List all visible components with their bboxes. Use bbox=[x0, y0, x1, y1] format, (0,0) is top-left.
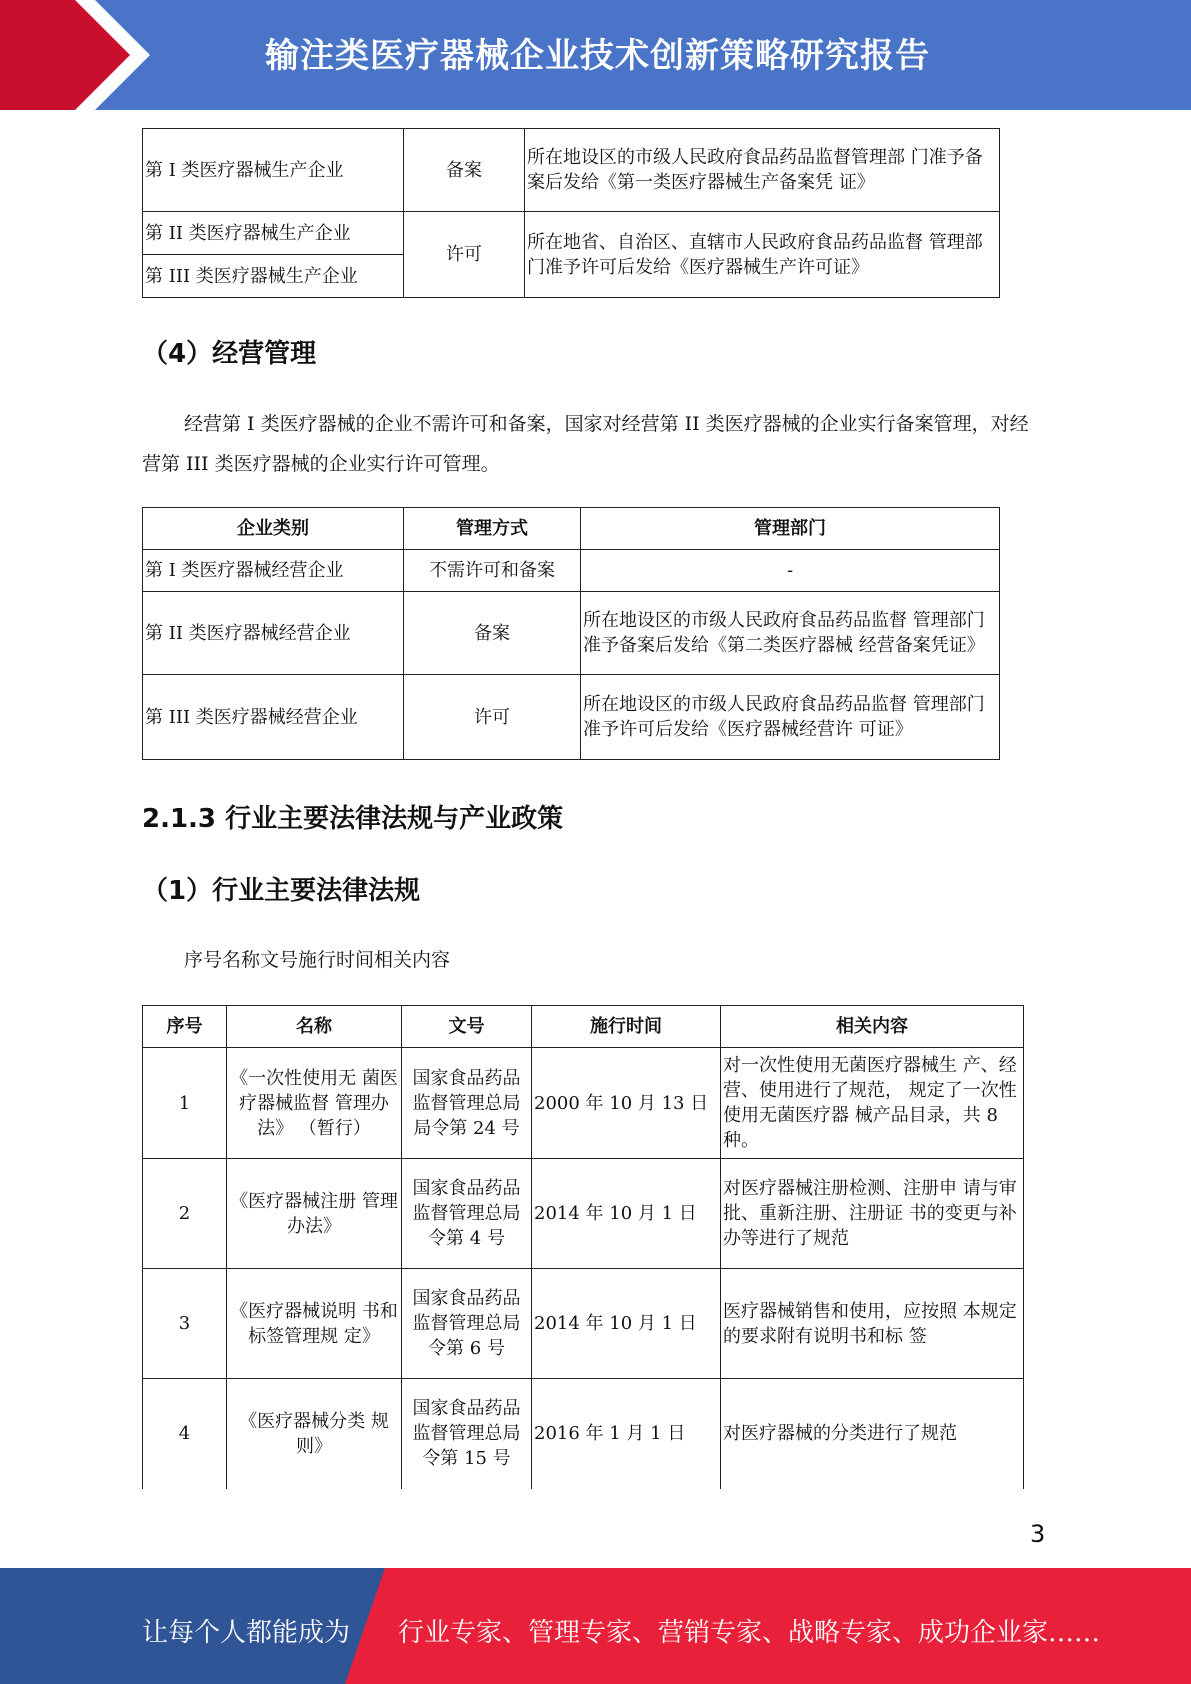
laws-intro-paragraph: 序号名称文号施行时间相关内容 bbox=[184, 949, 451, 971]
content-cell: 对一次性使用无菌医疗器械生 产、经营、使用进行了规范， 规定了一次性使用无菌医疗器 械产品目录，共 8 种。 bbox=[721, 1048, 1024, 1159]
table-header-row bbox=[143, 508, 1000, 550]
doc-number-cell: 国家食品药品监督管理总局令第 15 号 bbox=[402, 1379, 532, 1489]
content-cell: 对医疗器械注册检测、注册申 请与审批、重新注册、注册证 书的变更与补办等进行了规范 bbox=[721, 1159, 1024, 1269]
method-cell: 备案 bbox=[404, 592, 581, 675]
column-header: 序号 bbox=[143, 1006, 227, 1048]
category-cell: 第 I 类医疗器械经营企业 bbox=[143, 550, 404, 592]
content-cell: 医疗器械销售和使用，应按照 本规定的要求附有说明书和标 签 bbox=[721, 1269, 1024, 1379]
table-row bbox=[143, 1048, 1024, 1159]
page-number: 3 bbox=[1030, 1520, 1046, 1548]
dept-cell: 所在地设区的市级人民政府食品药品监督管理部 门准予备案后发给《第一类医疗器械生产备案凭 证》 bbox=[525, 129, 1000, 212]
method-cell: 不需许可和备案 bbox=[404, 550, 581, 592]
footer-slogan-left: 让每个人都能成为 bbox=[142, 1618, 351, 1648]
method-cell: 备案 bbox=[404, 129, 525, 212]
column-header: 施行时间 bbox=[532, 1006, 721, 1048]
column-header: 文号 bbox=[402, 1006, 532, 1048]
column-header: 管理方式 bbox=[404, 508, 581, 550]
doc-number-cell: 国家食品药品监督管理总局令第 4 号 bbox=[402, 1159, 532, 1269]
table-header-row bbox=[143, 1006, 1024, 1048]
dept-cell: - bbox=[581, 550, 1000, 592]
dept-cell: 所在地设区的市级人民政府食品药品监督 管理部门准予许可后发给《医疗器械经营许 可证》 bbox=[581, 675, 1000, 760]
footer-slogan-right: 行业专家、管理专家、营销专家、战略专家、成功企业家…… bbox=[398, 1618, 1101, 1648]
name-cell: 《一次性使用无 菌医疗器械监督 管理办法》 （暂行） bbox=[227, 1048, 402, 1159]
index-cell: 3 bbox=[143, 1269, 227, 1379]
category-cell: 第 III 类医疗器械生产企业 bbox=[143, 255, 404, 298]
dept-cell: 所在地省、自治区、直辖市人民政府食品药品监督 管理部门准予许可后发给《医疗器械生产许可证》 bbox=[525, 212, 1000, 298]
table-row bbox=[143, 1159, 1024, 1269]
category-cell: 第 II 类医疗器械经营企业 bbox=[143, 592, 404, 675]
table-row bbox=[143, 1379, 1024, 1489]
doc-number-cell: 国家食品药品监督管理总局局令第 24 号 bbox=[402, 1048, 532, 1159]
effective-date-cell: 2014 年 10 月 1 日 bbox=[532, 1159, 721, 1269]
index-cell: 2 bbox=[143, 1159, 227, 1269]
name-cell: 《医疗器械说明 书和标签管理规 定》 bbox=[227, 1269, 402, 1379]
business-paragraph: 经营第 I 类医疗器械的企业不需许可和备案，国家对经营第 II 类医疗器械的企业实行备案管理，对经营第 III 类医疗器械的企业实行许可管理。 bbox=[142, 413, 1029, 475]
business-management-table bbox=[142, 507, 1000, 760]
category-cell: 第 I 类医疗器械生产企业 bbox=[143, 129, 404, 212]
column-header: 企业类别 bbox=[143, 508, 404, 550]
content-cell: 对医疗器械的分类进行了规范 bbox=[721, 1379, 1024, 1489]
column-header: 相关内容 bbox=[721, 1006, 1024, 1048]
table-row bbox=[143, 212, 1000, 255]
page-footer bbox=[0, 1568, 1191, 1684]
table-row bbox=[143, 129, 1000, 212]
section-heading-business: （4）经营管理 bbox=[142, 339, 317, 369]
table-row bbox=[143, 550, 1000, 592]
category-cell: 第 II 类医疗器械生产企业 bbox=[143, 212, 404, 255]
dept-cell: 所在地设区的市级人民政府食品药品监督 管理部门准予备案后发给《第二类医疗器械 经营备案凭证》 bbox=[581, 592, 1000, 675]
page-header bbox=[0, 0, 1191, 110]
table-row bbox=[143, 592, 1000, 675]
name-cell: 《医疗器械注册 管理办法》 bbox=[227, 1159, 402, 1269]
column-header: 管理部门 bbox=[581, 508, 1000, 550]
method-cell: 许可 bbox=[404, 212, 525, 298]
production-management-table bbox=[142, 128, 1000, 298]
section-heading-laws: （1）行业主要法律法规 bbox=[142, 876, 421, 906]
effective-date-cell: 2000 年 10 月 13 日 bbox=[532, 1048, 721, 1159]
laws-table bbox=[142, 1005, 1024, 1489]
name-cell: 《医疗器械分类 规则》 bbox=[227, 1379, 402, 1489]
report-title: 输注类医疗器械企业技术创新策略研究报告 bbox=[265, 36, 930, 76]
effective-date-cell: 2014 年 10 月 1 日 bbox=[532, 1269, 721, 1379]
doc-number-cell: 国家食品药品监督管理总局令第 6 号 bbox=[402, 1269, 532, 1379]
index-cell: 4 bbox=[143, 1379, 227, 1489]
table-row bbox=[143, 1269, 1024, 1379]
section-heading-laws-policies: 2.1.3 行业主要法律法规与产业政策 bbox=[142, 804, 564, 834]
index-cell: 1 bbox=[143, 1048, 227, 1159]
category-cell: 第 III 类医疗器械经营企业 bbox=[143, 675, 404, 760]
table-row bbox=[143, 675, 1000, 760]
method-cell: 许可 bbox=[404, 675, 581, 760]
effective-date-cell: 2016 年 1 月 1 日 bbox=[532, 1379, 721, 1489]
column-header: 名称 bbox=[227, 1006, 402, 1048]
